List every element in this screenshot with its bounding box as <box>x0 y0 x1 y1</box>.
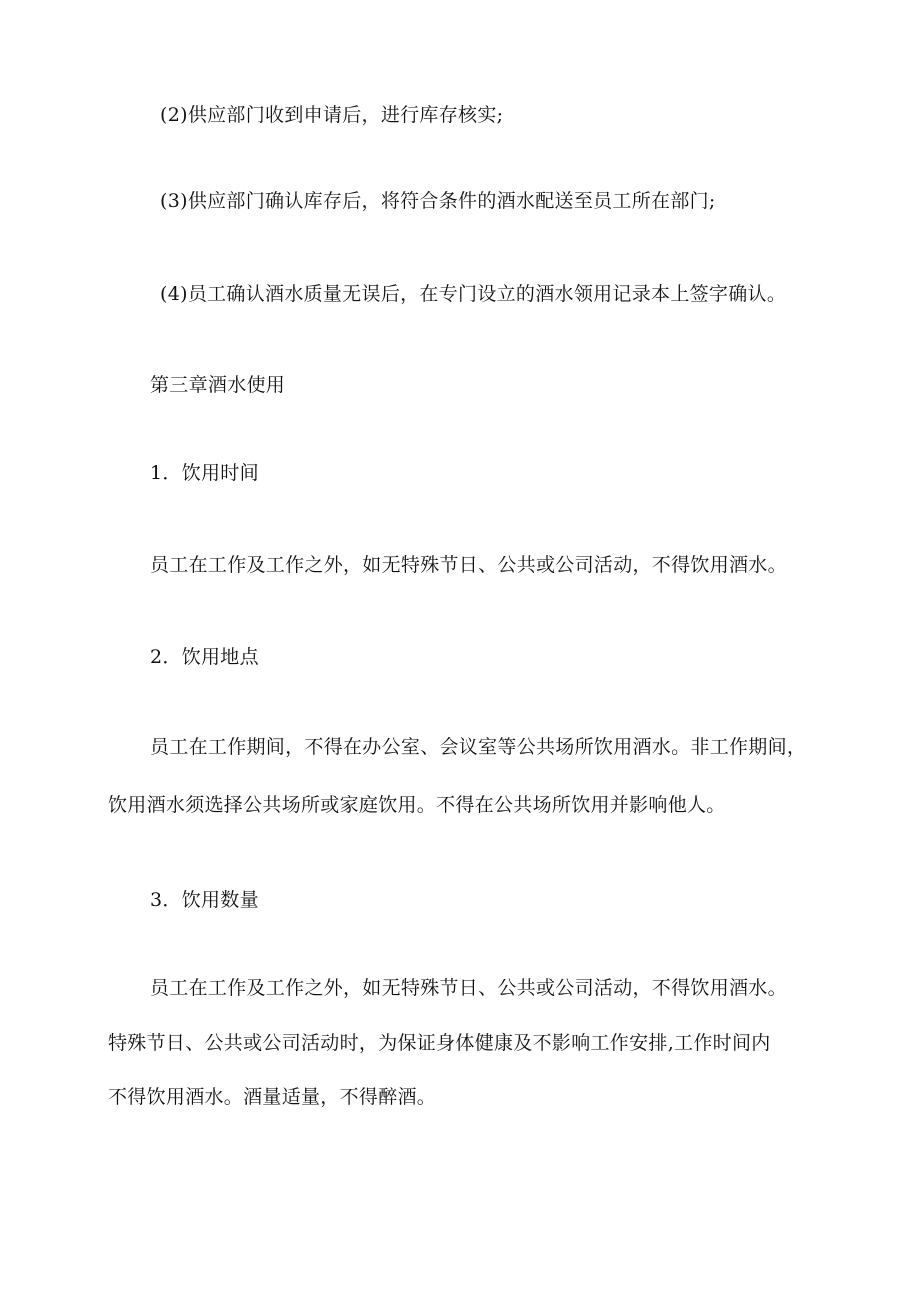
list-item-2: (2)供应部门收到申请后，进行库存核实; <box>160 104 504 126</box>
section-heading-drinking-time: 1．饮用时间 <box>150 462 259 484</box>
list-item-4: (4)员工确认酒水质量无误后，在专门设立的酒水领用记录本上签字确认。 <box>160 283 787 305</box>
section-heading-drinking-amount: 3．饮用数量 <box>150 889 259 911</box>
list-item-3: (3)供应部门确认库存后，将符合条件的酒水配送至员工所在部门; <box>160 190 716 212</box>
paragraph-drinking-time: 员工在工作及工作之外，如无特殊节日、公共或公司活动，不得饮用酒水。 <box>150 554 787 576</box>
paragraph-drinking-amount-line-1: 员工在工作及工作之外，如无特殊节日、公共或公司活动，不得饮用酒水。 <box>150 977 787 999</box>
paragraph-drinking-place-line-2: 饮用酒水须选择公共场所或家庭饮用。不得在公共场所饮用并影响他人。 <box>108 794 726 816</box>
chapter-heading: 第三章酒水使用 <box>150 374 286 396</box>
paragraph-drinking-amount-line-2: 特殊节日、公共或公司活动时，为保证身体健康及不影响工作安排,工作时间内 <box>108 1032 771 1054</box>
paragraph-drinking-place-line-1: 员工在工作期间，不得在办公室、会议室等公共场所饮用酒水。非工作期间， <box>150 736 807 758</box>
section-heading-drinking-place: 2．饮用地点 <box>150 646 259 668</box>
paragraph-drinking-amount-line-3: 不得饮用酒水。酒量适量，不得醉酒。 <box>108 1086 437 1108</box>
